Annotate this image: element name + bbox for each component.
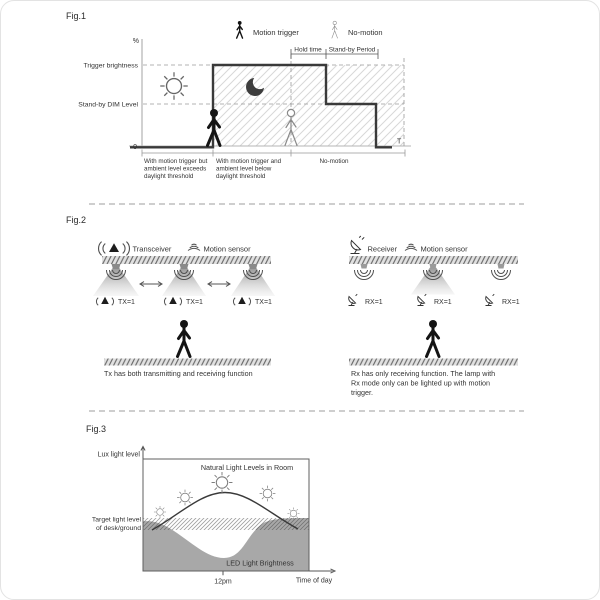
svg-text:TX=1: TX=1 [186, 298, 203, 306]
fig1-phase-label-3: No-motion [319, 158, 349, 165]
svg-text:ambient level exceeds: ambient level exceeds [144, 165, 207, 173]
fig1-title: Fig.1 [66, 11, 87, 21]
svg-text:Rx mode only can be lighted up: Rx mode only can be lighted up with motion [351, 378, 491, 388]
motion-trigger-person-icon [237, 21, 243, 38]
svg-text:TX=1: TX=1 [118, 298, 135, 306]
motion-sensor-icon [188, 244, 200, 250]
fig1-section [66, 11, 411, 180]
svg-text:With motion trigger and: With motion trigger and [216, 158, 282, 165]
natural-light-title: Natural Light Levels in Room [200, 463, 294, 472]
fig2-section [66, 215, 520, 397]
sensor-unit [355, 264, 374, 280]
standby-period-label: Stand-by Period [328, 46, 376, 54]
standby-dim-label: Stand-by DIM Level [78, 101, 138, 109]
y-axis-unit: % [132, 38, 139, 45]
tx-node-3 [233, 297, 272, 306]
rx-caption [351, 369, 495, 397]
floor-left [104, 359, 271, 366]
ceiling-left [102, 256, 271, 264]
sun-icon [160, 72, 188, 100]
zero-label: 0 [133, 144, 137, 151]
t-axis-label: T [397, 138, 402, 146]
walking-person-icon [427, 320, 440, 357]
target-level-label [92, 517, 142, 533]
hold-time-label: Hold time [294, 46, 322, 54]
svg-text:of desk/ground: of desk/ground [96, 525, 141, 532]
ceiling-right [349, 256, 518, 264]
transceiver-icon [99, 242, 130, 256]
led-brightness-label: LED Light Brightness [226, 558, 294, 568]
motion-sensor-icon [405, 244, 417, 250]
trigger-brightness-label: Trigger brightness [83, 62, 138, 70]
sensor-unit [492, 264, 511, 280]
motion-sensor-label: Motion sensor [203, 244, 251, 254]
fig1-legend [237, 21, 383, 38]
lux-axis-label: Lux light level [97, 451, 140, 459]
fig1-dimension-line [142, 150, 405, 157]
tx-node-1 [96, 297, 135, 306]
motion-sensor-label: Motion sensor [420, 244, 468, 254]
svg-text:RX=1: RX=1 [434, 298, 452, 306]
fig1-phase-label-2 [216, 158, 282, 180]
diagram-canvas [1, 1, 600, 600]
rx-node-1 [349, 294, 383, 306]
svg-text:RX=1: RX=1 [502, 298, 520, 306]
lamp-unit [231, 264, 275, 296]
lamp-unit [93, 264, 139, 296]
lamp-unit [162, 264, 206, 296]
fig2-left-panel [93, 242, 275, 378]
tx-node-2 [164, 297, 203, 306]
rx-node-3 [486, 294, 520, 306]
svg-text:TX=1: TX=1 [255, 298, 272, 306]
noon-tick-label: 12pm [214, 578, 232, 586]
transceiver-label: Transceiver [132, 244, 172, 254]
no-motion-person-icon [332, 21, 338, 38]
lamp-unit-lit [411, 264, 455, 295]
receiver-label: Receiver [367, 244, 398, 254]
fig2-right-panel [349, 236, 520, 397]
fig3-title: Fig.3 [86, 424, 107, 434]
fig3-section [86, 424, 335, 586]
walking-person-icon [178, 320, 191, 357]
motion-trigger-label: Motion trigger [253, 28, 299, 37]
floor-right [349, 359, 518, 366]
svg-text:ambient level below: ambient level below [216, 165, 272, 173]
rx-node-2 [418, 294, 452, 306]
svg-text:Target light level: Target light level [91, 516, 141, 524]
svg-text:Rx has only receiving function: Rx has only receiving function. The lamp with [351, 369, 496, 378]
no-motion-label: No-motion [348, 28, 383, 37]
fig1-phase-label-1 [144, 158, 208, 180]
svg-text:daylight threshold: daylight threshold [144, 173, 194, 180]
fig2-title: Fig.2 [66, 215, 87, 225]
svg-text:With motion trigger but: With motion trigger but [144, 158, 208, 165]
svg-text:RX=1: RX=1 [365, 298, 383, 306]
y-axis-arrow [141, 447, 145, 459]
time-axis-label: Time of day [295, 577, 333, 585]
tx-caption: Tx has both transmitting and receiving function [104, 369, 253, 378]
svg-text:trigger.: trigger. [351, 388, 373, 397]
receiver-icon [351, 236, 365, 254]
svg-text:daylight threshold: daylight threshold [216, 173, 266, 180]
